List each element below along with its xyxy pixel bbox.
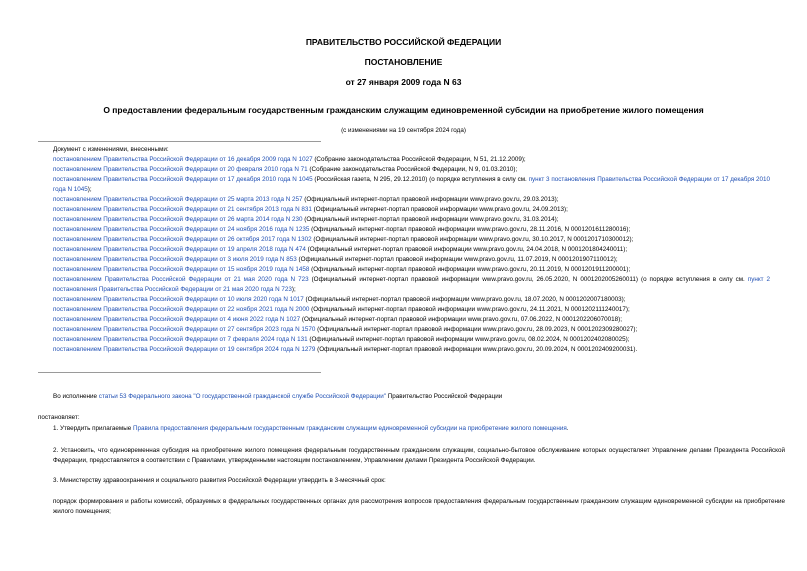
change-item [38,215,770,225]
document-date-number: от 27 января 2009 года N 63 [345,77,462,87]
change-item [38,305,770,315]
preamble-text-before: Во исполнение [53,393,99,400]
change-resolution-link[interactable]: постановлением Правительства Российской Федерации от 27 сентября 2023 года N 1570 [53,326,316,333]
paragraph-1-text: 1. Утвердить прилагаемые [53,425,133,432]
change-resolution-link[interactable]: постановлением Правительства Российской Федерации от 24 ноября 2016 года N 1235 [53,226,310,233]
paragraph-1 [38,424,785,434]
change-resolution-link[interactable]: постановлением Правительства Российской Федерации от 16 декабря 2009 года N 1027 [53,156,313,163]
change-source-text: (Российская газета, N 295, 29.12.2010) (о порядке вступления в силу см. [312,176,529,183]
change-source-text: (Официальный интернет-портал правовой информации www.pravo.gov.ru, 28.09.2023, N 0001202309280027); [315,326,638,333]
change-source-text: (Официальный интернет-портал правовой информации www.pravo.gov.ru, 20.11.2019, N 0001201911200001); [309,266,631,273]
change-item [38,195,770,205]
change-item [38,325,770,335]
change-item [38,165,770,175]
change-source-text: (Официальный интернет-портал правовой информации www.pravo.gov.ru, 20.09.2024, N 0001202409200031). [315,346,638,353]
change-resolution-link[interactable]: постановлением Правительства Российской Федерации от 7 февраля 2024 года N 131 [53,336,308,343]
change-source-text: (Собрание законодательства Российской Федерации, N 9, 01.03.2010); [307,166,518,173]
change-source-text: (Официальный интернет-портал правовой информации www.pravo.gov.ru, 28.11.2016, N 0001201611280016); [309,226,631,233]
change-source-text: (Официальный интернет-портал правовой информации www.pravo.gov.ru, 11.07.2019, N 0001201907110012); [296,256,618,263]
change-item [38,335,770,345]
change-resolution-link[interactable]: постановлением Правительства Российской Федерации от 25 марта 2013 года N 257 [53,196,303,203]
change-source-text: (Официальный интернет-портал правовой информации www.pravo.gov.ru, 24.11.2021, N 0001202111240017); [309,306,630,313]
paragraph-3: 3. Министерству здравоохранения и социального развития Российской Федерации утвердить в 3-месячный срок: [53,477,386,484]
effective-date-link[interactable]: пункт 3 постановления Правительства Российской Федерации от 17 декабря 2010 года N 1045 [53,176,770,193]
paragraph-1-end: . [566,425,569,432]
government-heading: ПРАВИТЕЛЬСТВО РОССИЙСКОЙ ФЕДЕРАЦИИ [305,37,502,47]
change-item [38,265,770,275]
effective-date-link[interactable]: пункт 2 постановления Правительства Российской Федерации от 21 мая 2020 года N 723 [53,276,771,293]
change-item [38,345,770,355]
change-item [38,175,770,195]
rules-link[interactable]: Правила предоставления федеральным государственным гражданским служащим единовременной субсидии на приобретение жилого помещения [133,425,567,432]
change-item [38,235,770,245]
document-title: О предоставлении федеральным государственным гражданским служащим единовременной субсидии на приобретение жилого помещения [103,105,704,115]
change-resolution-link[interactable]: постановлением Правительства Российской Федерации от 19 апреля 2018 года N 474 [53,246,306,253]
change-resolution-link[interactable]: постановлением Правительства Российской Федерации от 19 сентября 2024 года N 1279 [53,346,316,353]
decides-paragraph: постановляет: [38,414,80,421]
change-resolution-link[interactable]: постановлением Правительства Российской Федерации от 21 мая 2020 года N 723 [53,276,309,283]
change-resolution-link[interactable]: постановлением Правительства Российской Федерации от 20 февраля 2010 года N 71 [53,166,308,173]
change-resolution-link[interactable]: постановлением Правительства Российской Федерации от 22 ноября 2021 года N 2000 [53,306,310,313]
change-source-text: (Официальный интернет-портал правовой информации www.pravo.gov.ru, 29.03.2013); [302,196,559,203]
change-resolution-link[interactable]: постановлением Правительства Российской Федерации от 26 октября 2017 года N 1302 [53,236,312,243]
change-source-text: (Официальный интернет-портал правовой информации www.pravo.gov.ru, 08.02.2024, N 0001202402080025); [307,336,630,343]
change-resolution-link[interactable]: постановлением Правительства Российской Федерации от 4 июня 2022 года N 1027 [53,316,301,323]
change-item [38,275,770,295]
change-source-text: (Официальный интернет-портал правовой информации www.pravo.gov.ru, 18.07.2020, N 0001202007180003); [303,296,626,303]
change-item [38,255,770,265]
top-divider [38,141,321,142]
change-resolution-link[interactable]: постановлением Правительства Российской Федерации от 26 марта 2014 года N 230 [53,216,303,223]
change-source-text: (Официальный интернет-портал правовой информации www.pravo.gov.ru, 24.04.2018, N 0001201804240011); [305,246,628,253]
federal-law-link[interactable]: статьи 53 Федерального закона "О государственной гражданской службе Российской Федерации" [98,393,386,400]
change-resolution-link[interactable]: постановлением Правительства Российской Федерации от 17 декабря 2010 года N 1045 [53,176,313,183]
change-source-text: (Официальный интернет-портал правовой информации www.pravo.gov.ru, 31.03.2014); [302,216,559,223]
revision-note: (с изменениями на 19 сентября 2024 года) [341,127,466,134]
change-source-text: (Официальный интернет-портал правовой информации www.pravo.gov.ru, 26.05.2020, N 0001202005260011) (о порядке вступления в силу см. [308,276,748,283]
changes-list [38,145,770,355]
change-source-text: (Собрание законодательства Российской Федерации, N 51, 21.12.2009); [312,156,526,163]
changes-intro: Документ с изменениями, внесенными: [53,146,169,153]
change-source-text: (Официальный интернет-портал правовой информации www.pravo.gov.ru, 07.06.2022, N 0001202206070018); [300,316,622,323]
bottom-divider [38,372,321,373]
preamble-text-after: Правительство Российской Федерации [386,393,503,400]
document-type-heading: ПОСТАНОВЛЕНИЕ [364,57,443,67]
change-item [38,225,770,235]
change-item [38,245,770,255]
change-item [38,155,770,165]
change-resolution-link[interactable]: постановлением Правительства Российской Федерации от 15 ноября 2019 года N 1458 [53,266,310,273]
change-resolution-link[interactable]: постановлением Правительства Российской Федерации от 21 сентября 2013 года N 831 [53,206,312,213]
change-resolution-link[interactable]: постановлением Правительства Российской Федерации от 3 июля 2019 года N 853 [53,256,297,263]
change-resolution-link[interactable]: постановлением Правительства Российской Федерации от 10 июля 2020 года N 1017 [53,296,304,303]
change-source-text: (Официальный интернет-портал правовой информации www.pravo.gov.ru, 24.09.2013); [311,206,568,213]
paragraph-2: 2. Установить, что единовременная субсидия на приобретение жилого помещения федеральным государственным гражданским служащим, социально-бытовое обслуживание которых осуществляет Управление делами Президента Российской Федерации, предоставляется в соответствии с Правилами, утвержденными настоящим постановлением, Управлением делами Президента Российской Федерации. [53,447,785,464]
paragraph-4: порядок формирования и работы комиссий, образуемых в федеральных государственных органах для рассмотрения вопросов предоставления федеральным государственным гражданским служащим единовременной субсидии на приобретение жилого помещения; [53,498,785,515]
change-source-text: (Официальный интернет-портал правовой информации www.pravo.gov.ru, 30.10.2017, N 0001201710300012); [311,236,634,243]
change-source-text-end: ); [87,186,92,193]
change-source-text-end: ); [291,286,296,293]
preamble-paragraph [38,392,785,402]
change-item [38,315,770,325]
change-item [38,295,770,305]
change-item [38,205,770,215]
